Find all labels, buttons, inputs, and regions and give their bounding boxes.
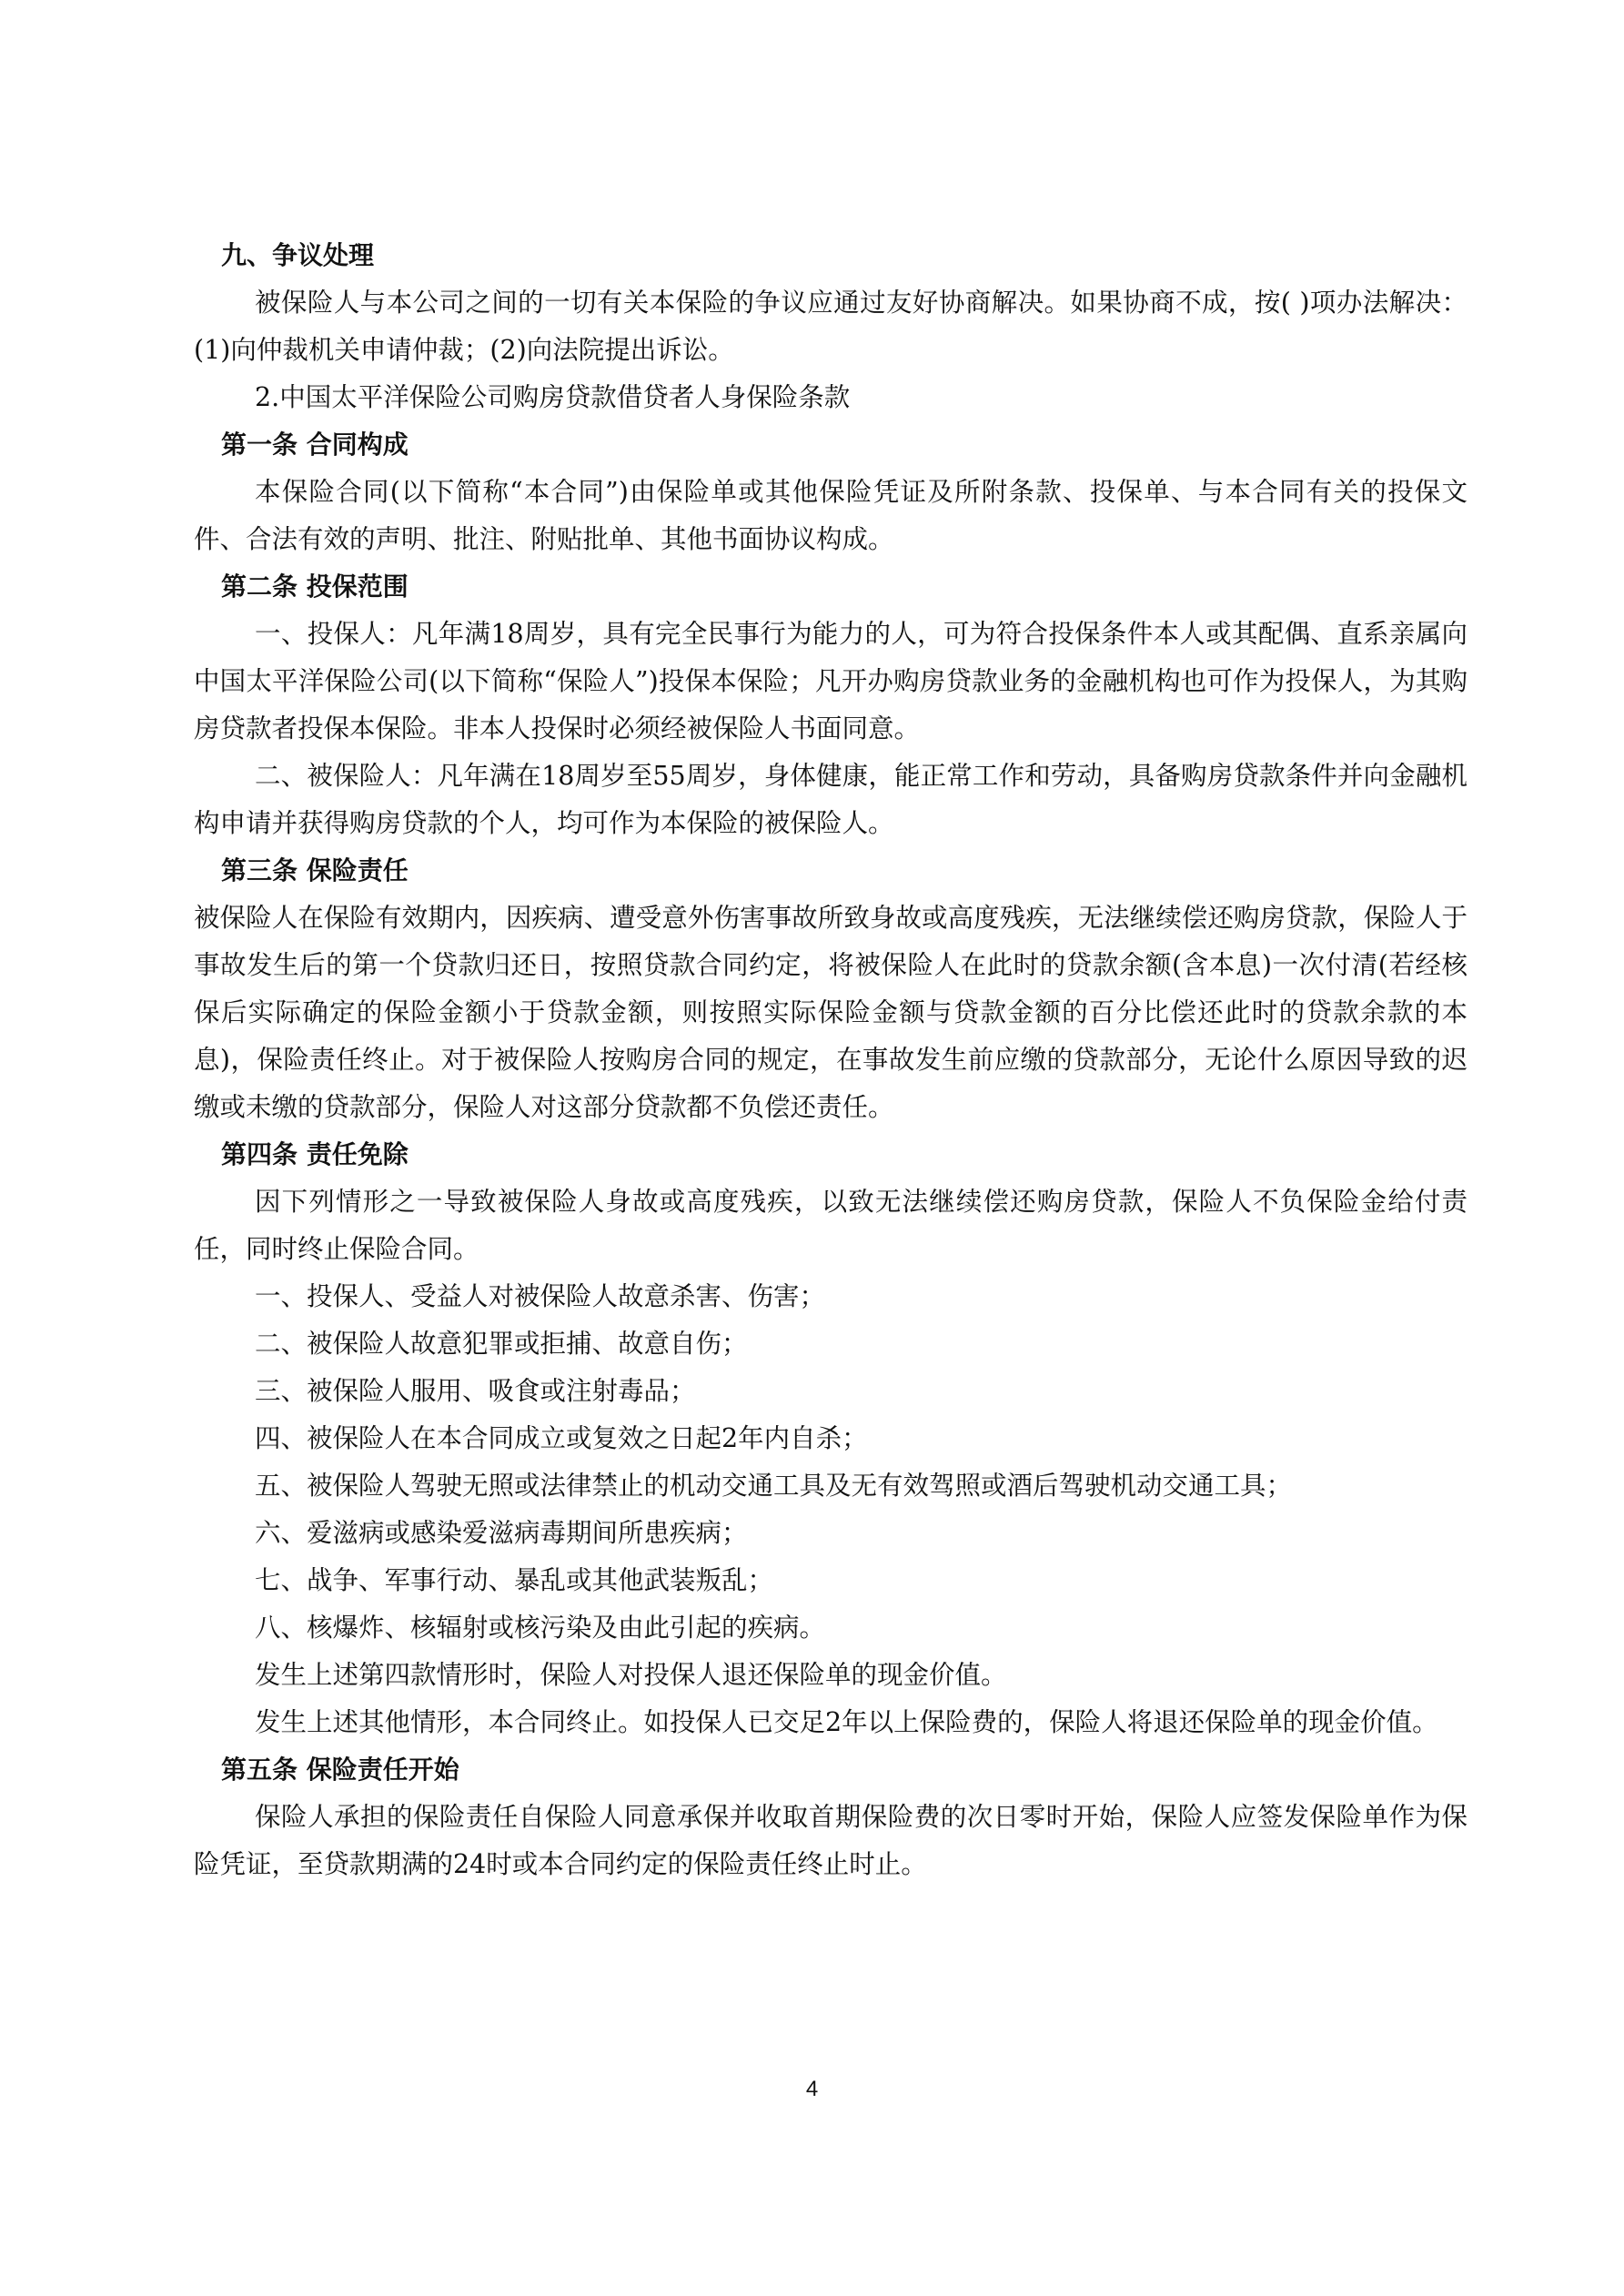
article-3-heading: 第三条 保险责任 [221, 855, 409, 885]
article-3-paragraph: 被保险人在保险有效期内，因疾病、遭受意外伤害事故所致身故或高度残疾，无法继续偿还购房贷款，保险人于事故发生后的第一个贷款归还日，按照贷款合同约定，将被保险人在此时的贷款余额(含本息)一次付清(若经核保后实际确定的保险金额小于贷款金额，则按照实际保险金额与贷款金额的百分比偿还此时的贷款余款的本息)，保险责任终止。对于被保险人按购房合同的规定，在事故发生前应缴的贷款部分，无论什么原因导致的迟缴或未缴的贷款部分，保险人对这部分贷款都不负偿还责任。 [194, 903, 1468, 1122]
section-9-heading: 九、争议处理 [221, 240, 375, 270]
article-2-paragraph-2: 二、被保险人：凡年满在18周岁至55周岁，身体健康，能正常工作和劳动，具备购房贷款条件并向金融机构申请并获得购房贷款的个人，均可作为本保险的被保险人。 [194, 761, 1468, 838]
article-1-paragraph: 本保险合同(以下简称“本合同”)由保险单或其他保险凭证及所附条款、投保单、与本合同有关的投保文件、合法有效的声明、批注、附贴批单、其他书面协议构成。 [194, 477, 1468, 554]
article-1-heading: 第一条 合同构成 [221, 430, 409, 460]
article-2-heading: 第二条 投保范围 [221, 571, 409, 602]
article-2-paragraph-1: 一、投保人：凡年满18周岁，具有完全民事行为能力的人，可为符合投保条件本人或其配偶、直系亲属向中国太平洋保险公司(以下简称“保险人”)投保本保险；凡开办购房贷款业务的金融机构也可作为投保人，为其购房贷款者投保本保险。非本人投保时必须经被保险人书面同意。 [194, 619, 1468, 743]
exclusion-item: 一、投保人、受益人对被保险人故意杀害、伤害； [255, 1281, 826, 1311]
article-4-note-1: 发生上述第四款情形时，保险人对投保人退还保险单的现金价值。 [255, 1660, 1007, 1690]
article-4-intro: 因下列情形之一导致被保险人身故或高度残疾，以致无法继续偿还购房贷款，保险人不负保险金给付责任，同时终止保险合同。 [194, 1187, 1468, 1264]
exclusion-item: 三、被保险人服用、吸食或注射毒品； [255, 1376, 696, 1406]
exclusion-item: 六、爱滋病或感染爱滋病毒期间所患疾病； [255, 1518, 748, 1548]
article-4-heading: 第四条 责任免除 [221, 1139, 409, 1169]
exclusion-item: 四、被保险人在本合同成立或复效之日起2年内自杀； [255, 1423, 868, 1453]
exclusion-item: 五、被保险人驾驶无照或法律禁止的机动交通工具及无有效驾照或酒后驾驶机动交通工具； [255, 1471, 1293, 1501]
exclusion-item: 七、战争、军事行动、暴乱或其他武装叛乱； [255, 1565, 774, 1595]
article-4-note-2: 发生上述其他情形，本合同终止。如投保人已交足2年以上保险费的，保险人将退还保险单的现金价值。 [255, 1707, 1438, 1737]
article-5-paragraph: 保险人承担的保险责任自保险人同意承保并收取首期保险费的次日零时开始，保险人应签发保险单作为保险凭证，至贷款期满的24时或本合同约定的保险责任终止时止。 [194, 1802, 1468, 1879]
exclusion-item: 八、核爆炸、核辐射或核污染及由此引起的疾病。 [255, 1613, 826, 1643]
section-9-paragraph: 被保险人与本公司之间的一切有关本保险的争议应通过友好协商解决。如果协商不成，按( )项办法解决：(1)向仲裁机关申请仲裁；(2)向法院提出诉讼。 [194, 288, 1468, 365]
page-number: 4 [805, 2077, 819, 2101]
article-5-heading: 第五条 保险责任开始 [221, 1755, 459, 1785]
page-content [194, 232, 1468, 1888]
clause-subtitle: 2.中国太平洋保险公司购房贷款借贷者人身保险条款 [255, 382, 851, 412]
exclusion-item: 二、被保险人故意犯罪或拒捕、故意自伤； [255, 1329, 748, 1359]
